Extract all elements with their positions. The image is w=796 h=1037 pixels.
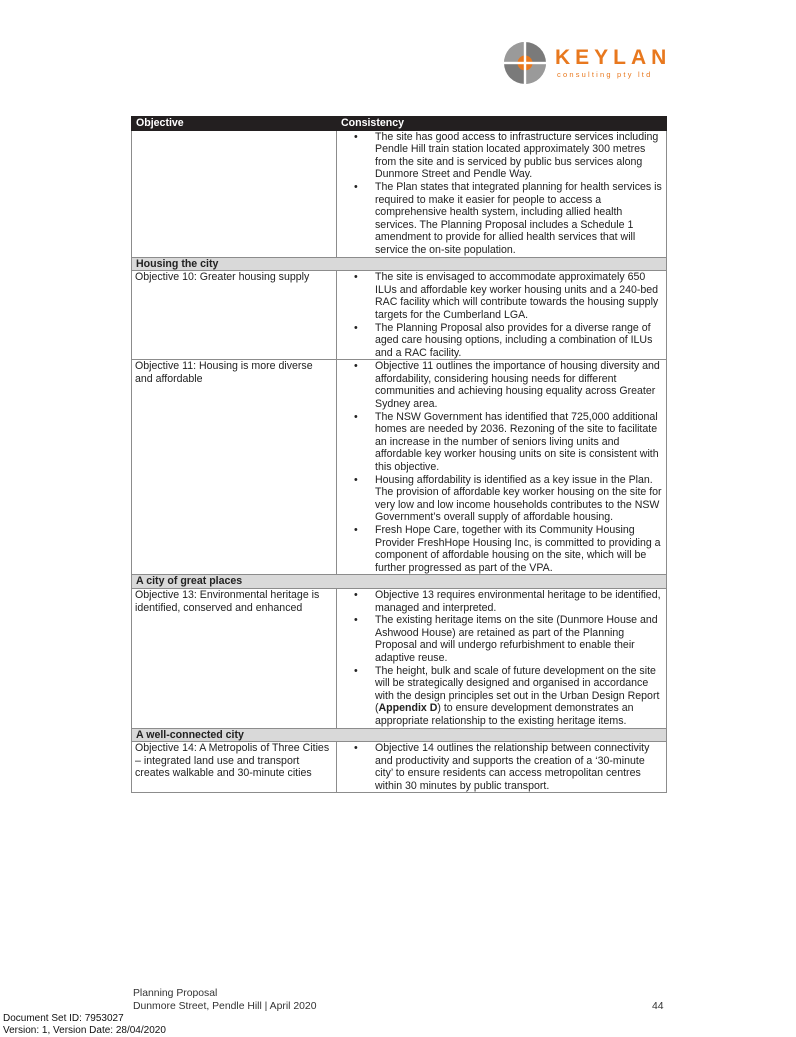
section-row-great-places	[132, 575, 667, 589]
page-number: 44	[652, 1001, 664, 1012]
objective-cell-empty	[132, 130, 337, 257]
bullet-item: • Objective 11 outlines the importance of housing diversity and affordability, considering housing needs for different communities and achieving housing equality across Greater Sydney area.	[354, 360, 660, 411]
consistency-cell	[337, 271, 667, 360]
objectives-consistency-table	[131, 116, 667, 793]
bullet-item: • The site is envisaged to accommodate approximately 650 ILUs and affordable key worker housing units and a 240-bed RAC facility which will contribute towards the housing supply targets for the Cumberland LGA.	[354, 271, 659, 321]
table-row	[132, 360, 667, 575]
header-consistency: Consistency	[337, 117, 667, 131]
bullet-text: The Planning Proposal also provides for a diverse range of aged care housing options, including a combination of ILUs and a RAC facility.	[375, 321, 653, 359]
objective-cell: Objective 14: A Metropolis of Three Cities – integrated land use and transport creates walkable and 30-minute cities	[132, 742, 337, 793]
objective-cell: Objective 10: Greater housing supply	[132, 271, 337, 360]
consistency-cell	[337, 360, 667, 575]
logo-brand-name: KEYLAN	[555, 46, 672, 69]
consistency-cell	[337, 588, 667, 728]
bullet-item: • The height, bulk and scale of future development on the site will be strategically designed and organised in accordance with the design principles set out in the Urban Design Report (Appendix D) to ensure development demonstrates an appropriate relationship to the existing heritage items.	[354, 664, 660, 727]
footer-doc-meta	[3, 1013, 166, 1037]
section-title: A city of great places	[132, 575, 667, 589]
table-row	[132, 271, 667, 360]
bullet-item: • The NSW Government has identified that 725,000 additional homes are needed by 2036. Rezoning of the site to facilitate an increase in the number of seniors living units and affordable key worker housing units on site is consistent with this objective.	[354, 410, 659, 474]
section-row-well-connected	[132, 728, 667, 742]
consistency-cell	[337, 742, 667, 793]
bullet-text: Housing affordability is identified as a key issue in the Plan. The provision of affordable key worker housing on the site for very low and low income households contributes to the NSW Government’s overall supply of affordable housing.	[375, 473, 662, 524]
bullet-text: The Plan states that integrated planning for health services is required to make it easier for people to access a comprehensive health system, including allied health services. The Planning Proposal includes a Schedule 1 amendment to provide for allied health services that will service the on-site population.	[375, 180, 662, 256]
bullet-text: The existing heritage items on the site (Dunmore House and Ashwood House) are retained as part of the Planning Proposal and will undergo refurbishment to enable their adaptive reuse.	[375, 614, 658, 664]
bullet-text: Objective 14 outlines the relationship between connectivity and productivity and supports the creation of a ‘30-minute city’ to ensure residents can access metropolitan centres within 30 minutes by public transport.	[375, 742, 650, 792]
doc-version: Version: 1, Version Date: 28/04/2020	[3, 1025, 166, 1036]
bullet-item: • The Planning Proposal also provides for a diverse range of aged care housing options, including a combination of ILUs and a RAC facility.	[354, 321, 653, 359]
footer-doc-info	[133, 988, 316, 1013]
section-title: Housing the city	[132, 257, 667, 271]
logo-tagline: consulting pty ltd	[557, 70, 653, 79]
table-row	[132, 742, 667, 793]
bullet-text-before: The height, bulk and scale of future development on the site will be strategically designed and organised in accordance with the design principles set out in the Urban Design Report (	[375, 664, 660, 715]
doc-set-id: Document Set ID: 7953027	[3, 1013, 124, 1024]
bullet-item: • Housing affordability is identified as a key issue in the Plan. The provision of affordable key worker housing on the site for very low and low income households contributes to the NSW Government’s overall supply of affordable housing.	[354, 473, 662, 524]
bullet-text: The NSW Government has identified that 725,000 additional homes are needed by 2036. Rezoning of the site to facilitate an increase in the number of seniors living units and affordable key worker housing units on site is consistent with this objective.	[375, 410, 659, 474]
appendix-reference: Appendix D	[378, 702, 438, 715]
bullet-text-after: ) to ensure development demonstrates an appropriate relationship to the existing heritage items.	[375, 702, 634, 727]
bullet-text: Objective 13 requires environmental heritage to be identified, managed and interpreted.	[375, 588, 661, 614]
bullet-item: • Objective 14 outlines the relationship between connectivity and productivity and supports the creation of a ‘30-minute city’ to ensure residents can access metropolitan centres within 30 minutes by public transport.	[354, 742, 650, 792]
bullet-item: • Objective 13 requires environmental heritage to be identified, managed and interpreted.	[354, 588, 661, 614]
footer-doc-title: Planning Proposal	[133, 988, 218, 999]
table-header-row	[132, 117, 667, 131]
bullet-item: • The Plan states that integrated planning for health services is required to make it easier for people to access a comprehensive health system, including allied health services. The Planning Proposal includes a Schedule 1 amendment to provide for allied health services that will service the on-site population.	[354, 180, 662, 256]
keylan-logo	[503, 41, 673, 89]
bullet-item: • The site has good access to infrastructure services including Pendle Hill train station located approximately 300 metres from the site and is serviced by public bus services along Dunmore Street and Pendle Way.	[354, 130, 659, 181]
bullet-item: • Fresh Hope Care, together with its Community Housing Provider FreshHope Housing Inc, is committed to providing a component of affordable housing on the site, which will be further progressed as part of the VPA.	[354, 524, 661, 574]
section-title: A well-connected city	[132, 728, 667, 742]
table-row	[132, 588, 667, 728]
table-row	[132, 130, 667, 257]
objective-cell: Objective 11: Housing is more diverse and affordable	[132, 360, 337, 575]
section-row-housing	[132, 257, 667, 271]
keylan-logo-mark-icon	[503, 41, 547, 85]
bullet-text: The site is envisaged to accommodate approximately 650 ILUs and affordable key worker housing units and a 240-bed RAC facility which will contribute towards the housing supply targets for the Cumberland LGA.	[375, 271, 659, 321]
bullet-text: Fresh Hope Care, together with its Community Housing Provider FreshHope Housing Inc, is committed to providing a component of affordable housing on the site, which will be further progressed as part of the VPA.	[375, 524, 661, 574]
bullet-item: • The existing heritage items on the site (Dunmore House and Ashwood House) are retained as part of the Planning Proposal and will undergo refurbishment to enable their adaptive reuse.	[354, 614, 658, 664]
objective-cell: Objective 13: Environmental heritage is identified, conserved and enhanced	[132, 588, 337, 728]
consistency-cell	[337, 130, 667, 257]
bullet-text: The site has good access to infrastructure services including Pendle Hill train station located approximately 300 metres from the site and is serviced by public bus services along Dunmore Street and Pendle Way.	[375, 130, 659, 181]
bullet-text: Objective 11 outlines the importance of housing diversity and affordability, considering housing needs for different communities and achieving housing equality across Greater Sydney area.	[375, 360, 660, 411]
footer-doc-subtitle: Dunmore Street, Pendle Hill | April 2020	[133, 1000, 317, 1012]
header-objective: Objective	[132, 117, 337, 131]
